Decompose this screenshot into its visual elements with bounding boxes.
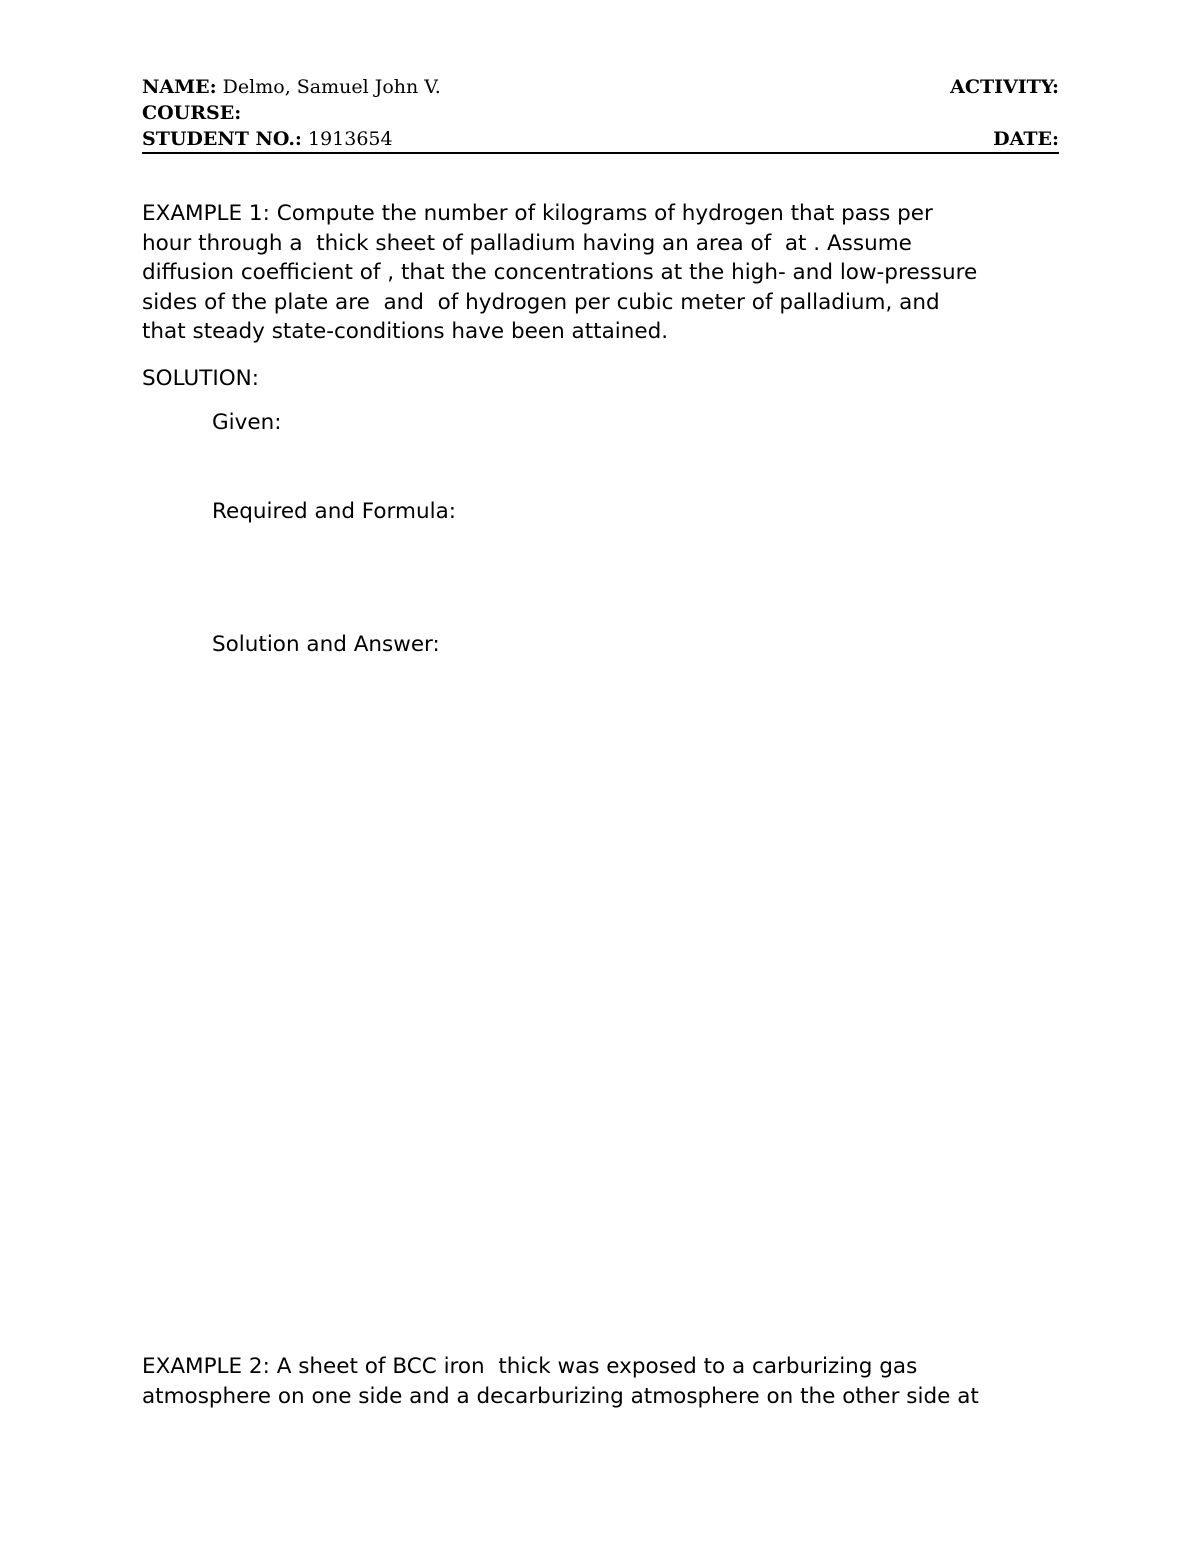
student-no-label: STUDENT NO.: [142,128,302,150]
example-2-paragraph [142,1352,1072,1411]
student-no-value: 1913654 [301,128,393,150]
date-label: DATE: [993,128,1059,150]
course-label: COURSE: [142,102,242,124]
example-1-line: diffusion coefficient of , that the concentrations at the high- and low-pressure [142,260,978,286]
given-heading: Given: [212,410,282,435]
header-row-course [142,100,1059,126]
example-1-line: EXAMPLE 1: Compute the number of kilograms of hydrogen that pass per [142,201,933,226]
student-no-field [142,126,393,152]
example-1-line: that steady state-conditions have been attained. [142,319,669,345]
header-row-name [142,74,1059,100]
example-1-paragraph [142,199,1072,347]
name-field [142,74,441,100]
name-value: Delmo, Samuel John V. [216,76,441,98]
solution-heading: SOLUTION: [142,366,259,391]
example-1-line: sides of the plate are and of hydrogen per cubic meter of palladium, and [142,289,940,315]
activity-label: ACTIVITY: [950,76,1059,98]
header-row-student [142,126,1059,152]
header-divider [142,152,1059,154]
example-2-line: atmosphere on one side and a decarburizing atmosphere on the other side at [142,1383,979,1409]
required-formula-heading: Required and Formula: [212,499,456,524]
example-1-line: hour through a thick sheet of palladium having an area of at . Assume [142,230,912,256]
example-2-line: EXAMPLE 2: A sheet of BCC iron thick was exposed to a carburizing gas [142,1354,918,1379]
document-header [142,74,1059,152]
solution-answer-heading: Solution and Answer: [212,632,440,657]
name-label: NAME: [142,76,217,98]
